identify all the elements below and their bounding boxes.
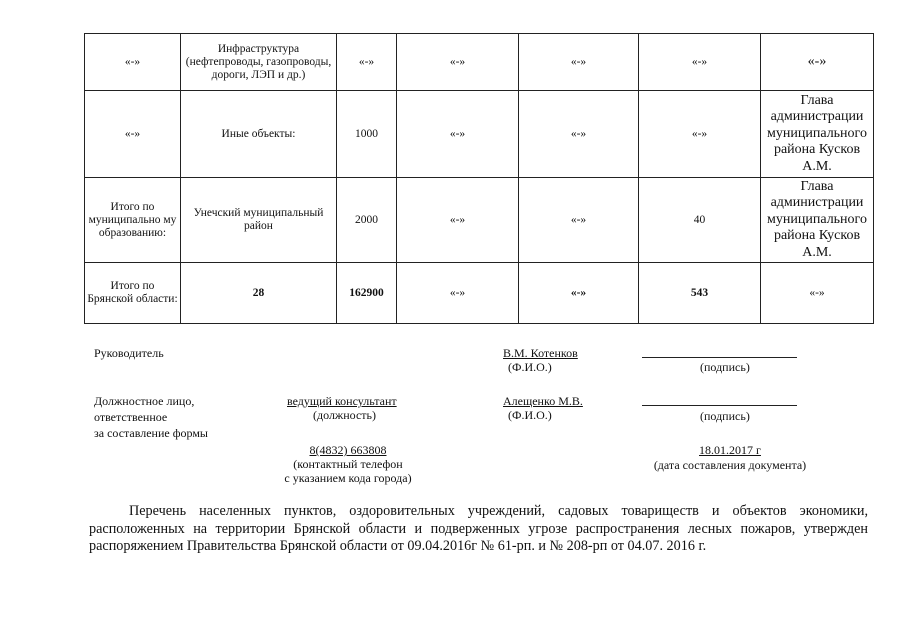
- approval-note-text: Перечень населенных пунктов, оздоровительных учреждений, садовых товариществ и объектов экономики, расположенных на территории Брянской области и подверженных угрозе распространения лесных пожаров, утвержден распоряжением Правительства Брянской области от 09.04.2016г № 61-рп. и № 208-рп от 04.07. 2016 г.: [89, 503, 868, 554]
- head-signature-line: [642, 357, 797, 358]
- head-signature-caption: (подпись): [700, 360, 750, 374]
- head-label: Руководитель: [94, 346, 164, 360]
- table-cell: Глава администрации муниципального района Кусков А.М.: [761, 91, 874, 178]
- phone-caption-line-2: с указанием кода города): [284, 471, 412, 485]
- phone-value: 8(4832) 663808: [309, 443, 387, 457]
- table-cell: «-»: [761, 263, 874, 324]
- official-label-line-2: ответственное: [94, 410, 168, 424]
- official-fio-caption: (Ф.И.О.): [508, 408, 552, 422]
- head-name: В.М. Котенков: [503, 346, 578, 360]
- official-label-line-3: за составление формы: [94, 426, 208, 440]
- position-value: ведущий консультант: [287, 394, 397, 408]
- table-row: [85, 178, 874, 263]
- table-cell: 40: [639, 178, 761, 263]
- table-cell: 543: [639, 263, 761, 324]
- table-cell: Итого по муниципально му образованию:: [85, 178, 181, 263]
- official-signature-caption: (подпись): [700, 409, 750, 423]
- head-fio-caption: (Ф.И.О.): [508, 360, 552, 374]
- official-signature-line: [642, 405, 797, 406]
- table-cell: 28: [181, 263, 337, 324]
- table-cell: «-»: [85, 91, 181, 178]
- table-cell: «-»: [519, 263, 639, 324]
- table-cell: «-»: [519, 34, 639, 91]
- phone-caption-line-1: (контактный телефон: [293, 457, 403, 471]
- official-name: Алещенко М.В.: [503, 394, 583, 408]
- table-cell: «-»: [85, 34, 181, 91]
- table-cell: Инфраструктура (нефтепроводы, газопроводы, дороги, ЛЭП и др.): [181, 34, 337, 91]
- table-cell: 1000: [337, 91, 397, 178]
- table-cell: Итого по Брянской области:: [85, 263, 181, 324]
- table-cell: Иные объекты:: [181, 91, 337, 178]
- table-cell: 2000: [337, 178, 397, 263]
- table-cell: «-»: [519, 91, 639, 178]
- table-row: [85, 91, 874, 178]
- approval-note: [89, 503, 868, 556]
- table-cell: «-»: [337, 34, 397, 91]
- date-value: 18.01.2017 г: [699, 443, 761, 457]
- table-cell: «-»: [397, 91, 519, 178]
- table-cell: «-»: [397, 263, 519, 324]
- official-label-line-1: Должностное лицо,: [94, 394, 195, 408]
- table-row: [85, 34, 874, 91]
- fire-risk-objects-table: [84, 33, 874, 324]
- table-cell: «-»: [397, 34, 519, 91]
- table-cell: «-»: [639, 34, 761, 91]
- table-cell: «-»: [519, 178, 639, 263]
- position-caption: (должность): [313, 408, 376, 422]
- date-caption: (дата составления документа): [653, 458, 807, 472]
- table-cell: «-»: [639, 91, 761, 178]
- table-cell: «-»: [761, 34, 874, 91]
- table-cell: «-»: [397, 178, 519, 263]
- table-row-total: [85, 263, 874, 324]
- table-cell: 162900: [337, 263, 397, 324]
- table-cell: Унечский муниципальный район: [181, 178, 337, 263]
- table-cell: Глава администрации муниципального района Кусков А.М.: [761, 178, 874, 263]
